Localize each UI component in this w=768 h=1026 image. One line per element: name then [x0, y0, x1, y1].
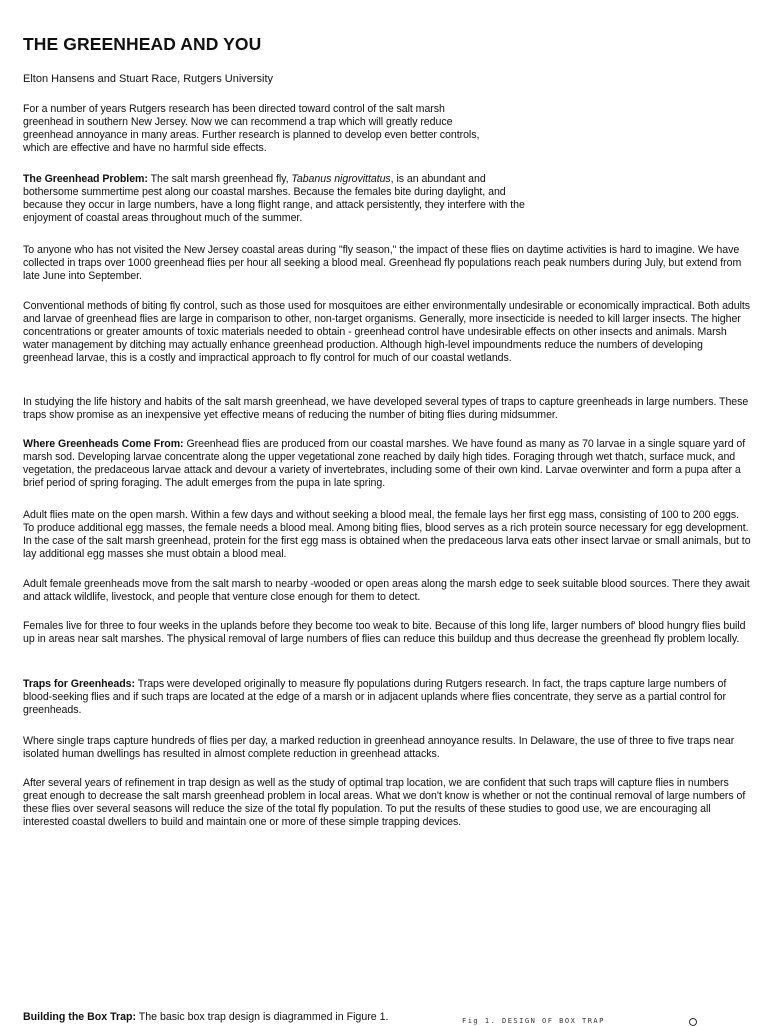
figure-caption: Fig 1. DESIGN OF BOX TRAP	[462, 1017, 605, 1025]
section-heading-greenhead-problem: The Greenhead Problem:	[23, 173, 148, 185]
species-name: Tabanus nigrovittatus	[291, 173, 391, 185]
intro-paragraph: For a number of years Rutgers research has been directed toward control of the salt marsh greenhead in southern New Jersey. Now we can recommend a trap which will greatly reduce greenhead annoyance in many areas. Further research is planned to develop even better controls, which are effective and have no harmful side effects.	[23, 103, 480, 155]
delaware-results-paragraph: Where single traps capture hundreds of flies per day, a marked reduction in greenhead annoyance results. In Delaware, the use of three to five traps near isolated human dwellings has resulted in almost complete reduction in greenhead attacks.	[23, 735, 735, 761]
trap-refinement-paragraph: After several years of refinement in trap design as well as the study of optimal trap location, we are confident that such traps will capture flies in numbers great enough to decrease the salt marsh greenhead problem in local areas. What we don't know is whether or not the continual removal of large numbers of these flies over several seasons will reduce the size of the total fly population. To put the results of these studies to good use, we are encouraging all interested coastal dwellers to build and maintain one or more of these simple trapping devices.	[23, 777, 746, 829]
section-heading-where-greenheads-come-from: Where Greenheads Come From:	[23, 438, 184, 450]
blood-sources-paragraph: Adult female greenheads move from the salt marsh to nearby -wooded or open areas along the marsh edge to seek suitable blood sources. There they await and attack wildlife, livestock, and people that venture close enough for them to detect.	[23, 578, 750, 604]
traps-for-greenheads-paragraph: Traps for Greenheads: Traps were developed originally to measure fly populations during Rutgers research. In fact, the traps capture large numbers of blood-seeking flies and if such traps are located at the edge of a marsh or in adjacent uplands where flies concentrate, they serve as a partial control for greenheads.	[23, 678, 727, 717]
greenhead-problem-paragraph: The Greenhead Problem: The salt marsh greenhead fly, Tabanus nigrovittatus, is an abundant and bothersome summertime pest along our coastal marshes. Because the females bite during daylight, and because they occur in large numbers, have a long flight range, and attack persistently, they interfere with the enjoyment of coastal areas throughout much of the summer.	[23, 173, 525, 225]
fly-season-paragraph: To anyone who has not visited the New Jersey coastal areas during "fly season," the impact of these flies on daytime activities is hard to imagine. We have collected in traps over 1000 greenhead flies per hour all seeking a blood meal. Greenhead fly populations reach peak numbers during July, but extend from late June into September.	[23, 244, 742, 283]
page-title: THE GREENHEAD AND YOU	[23, 34, 262, 54]
section-heading-traps-for-greenheads: Traps for Greenheads:	[23, 678, 135, 690]
authors-line: Elton Hansens and Stuart Race, Rutgers University	[23, 73, 274, 85]
conventional-control-paragraph: Conventional methods of biting fly control, such as those used for mosquitoes are either environmentally undesirable or economically impractical. Both adults and larvae of greenhead flies are large in comparison to other, non-target organisms. Generally, more insecticide is needed to kill larger insects. The higher concentrations or greater amounts of toxic materials needed to obtain - greenhead control have undesirable effects on other insects and animals. Marsh water management by ditching may actually enhance greenhead production. Although high-level impoundments reduce the numbers of developing greenhead larvae, this is a costly and impractical approach to fly control for much of our coastal wetlands.	[23, 300, 751, 365]
mating-paragraph: Adult flies mate on the open marsh. Within a few days and without seeking a blood meal, the female lays her first egg mass, consisting of 100 to 200 eggs. To produce additional egg masses, the female needs a blood meal. Among biting flies, blood serves as a rich protein source necessary for egg development. In the case of the salt marsh greenhead, protein for the first egg mass is obtained when the predaceous larva eats other insect larvae or small animals, but to lay additional egg masses she must obtain a blood meal.	[23, 509, 751, 561]
figure-circle-mark	[688, 1016, 698, 1026]
female-lifespan-paragraph: Females live for three to four weeks in the uplands before they become too weak to bite. Because of this long life, larger numbers of' blood hungry flies build up in areas near salt marshes. The physical removal of large numbers of flies can reduce this buildup and thus decrease the greenhead fly problem locally.	[23, 620, 746, 646]
where-greenheads-come-from-paragraph: Where Greenheads Come From: Greenhead flies are produced from our coastal marshes. We have found as many as 70 larvae in a single square yard of marsh sod. Developing larvae concentrate along the upper vegetational zone reached by daily high tides. Foraging through wet thatch, surface muck, and vegetation, the predaceous larvae attack and devour a variety of invertebrates, including some of their own kind. Larvae overwinter and form a pupa after a brief period of spring foraging. The adult emerges from the pupa in late spring.	[23, 438, 746, 490]
life-history-paragraph: In studying the life history and habits of the salt marsh greenhead, we have developed several types of traps to capture greenheads in large numbers. These traps show promise as an inexpensive yet effective means of reducing the number of biting flies during midsummer.	[23, 396, 749, 422]
section-heading-building-box-trap: Building the Box Trap:	[23, 1011, 136, 1023]
building-box-trap-paragraph: Building the Box Trap: The basic box trap design is diagrammed in Figure 1.	[23, 1011, 389, 1023]
